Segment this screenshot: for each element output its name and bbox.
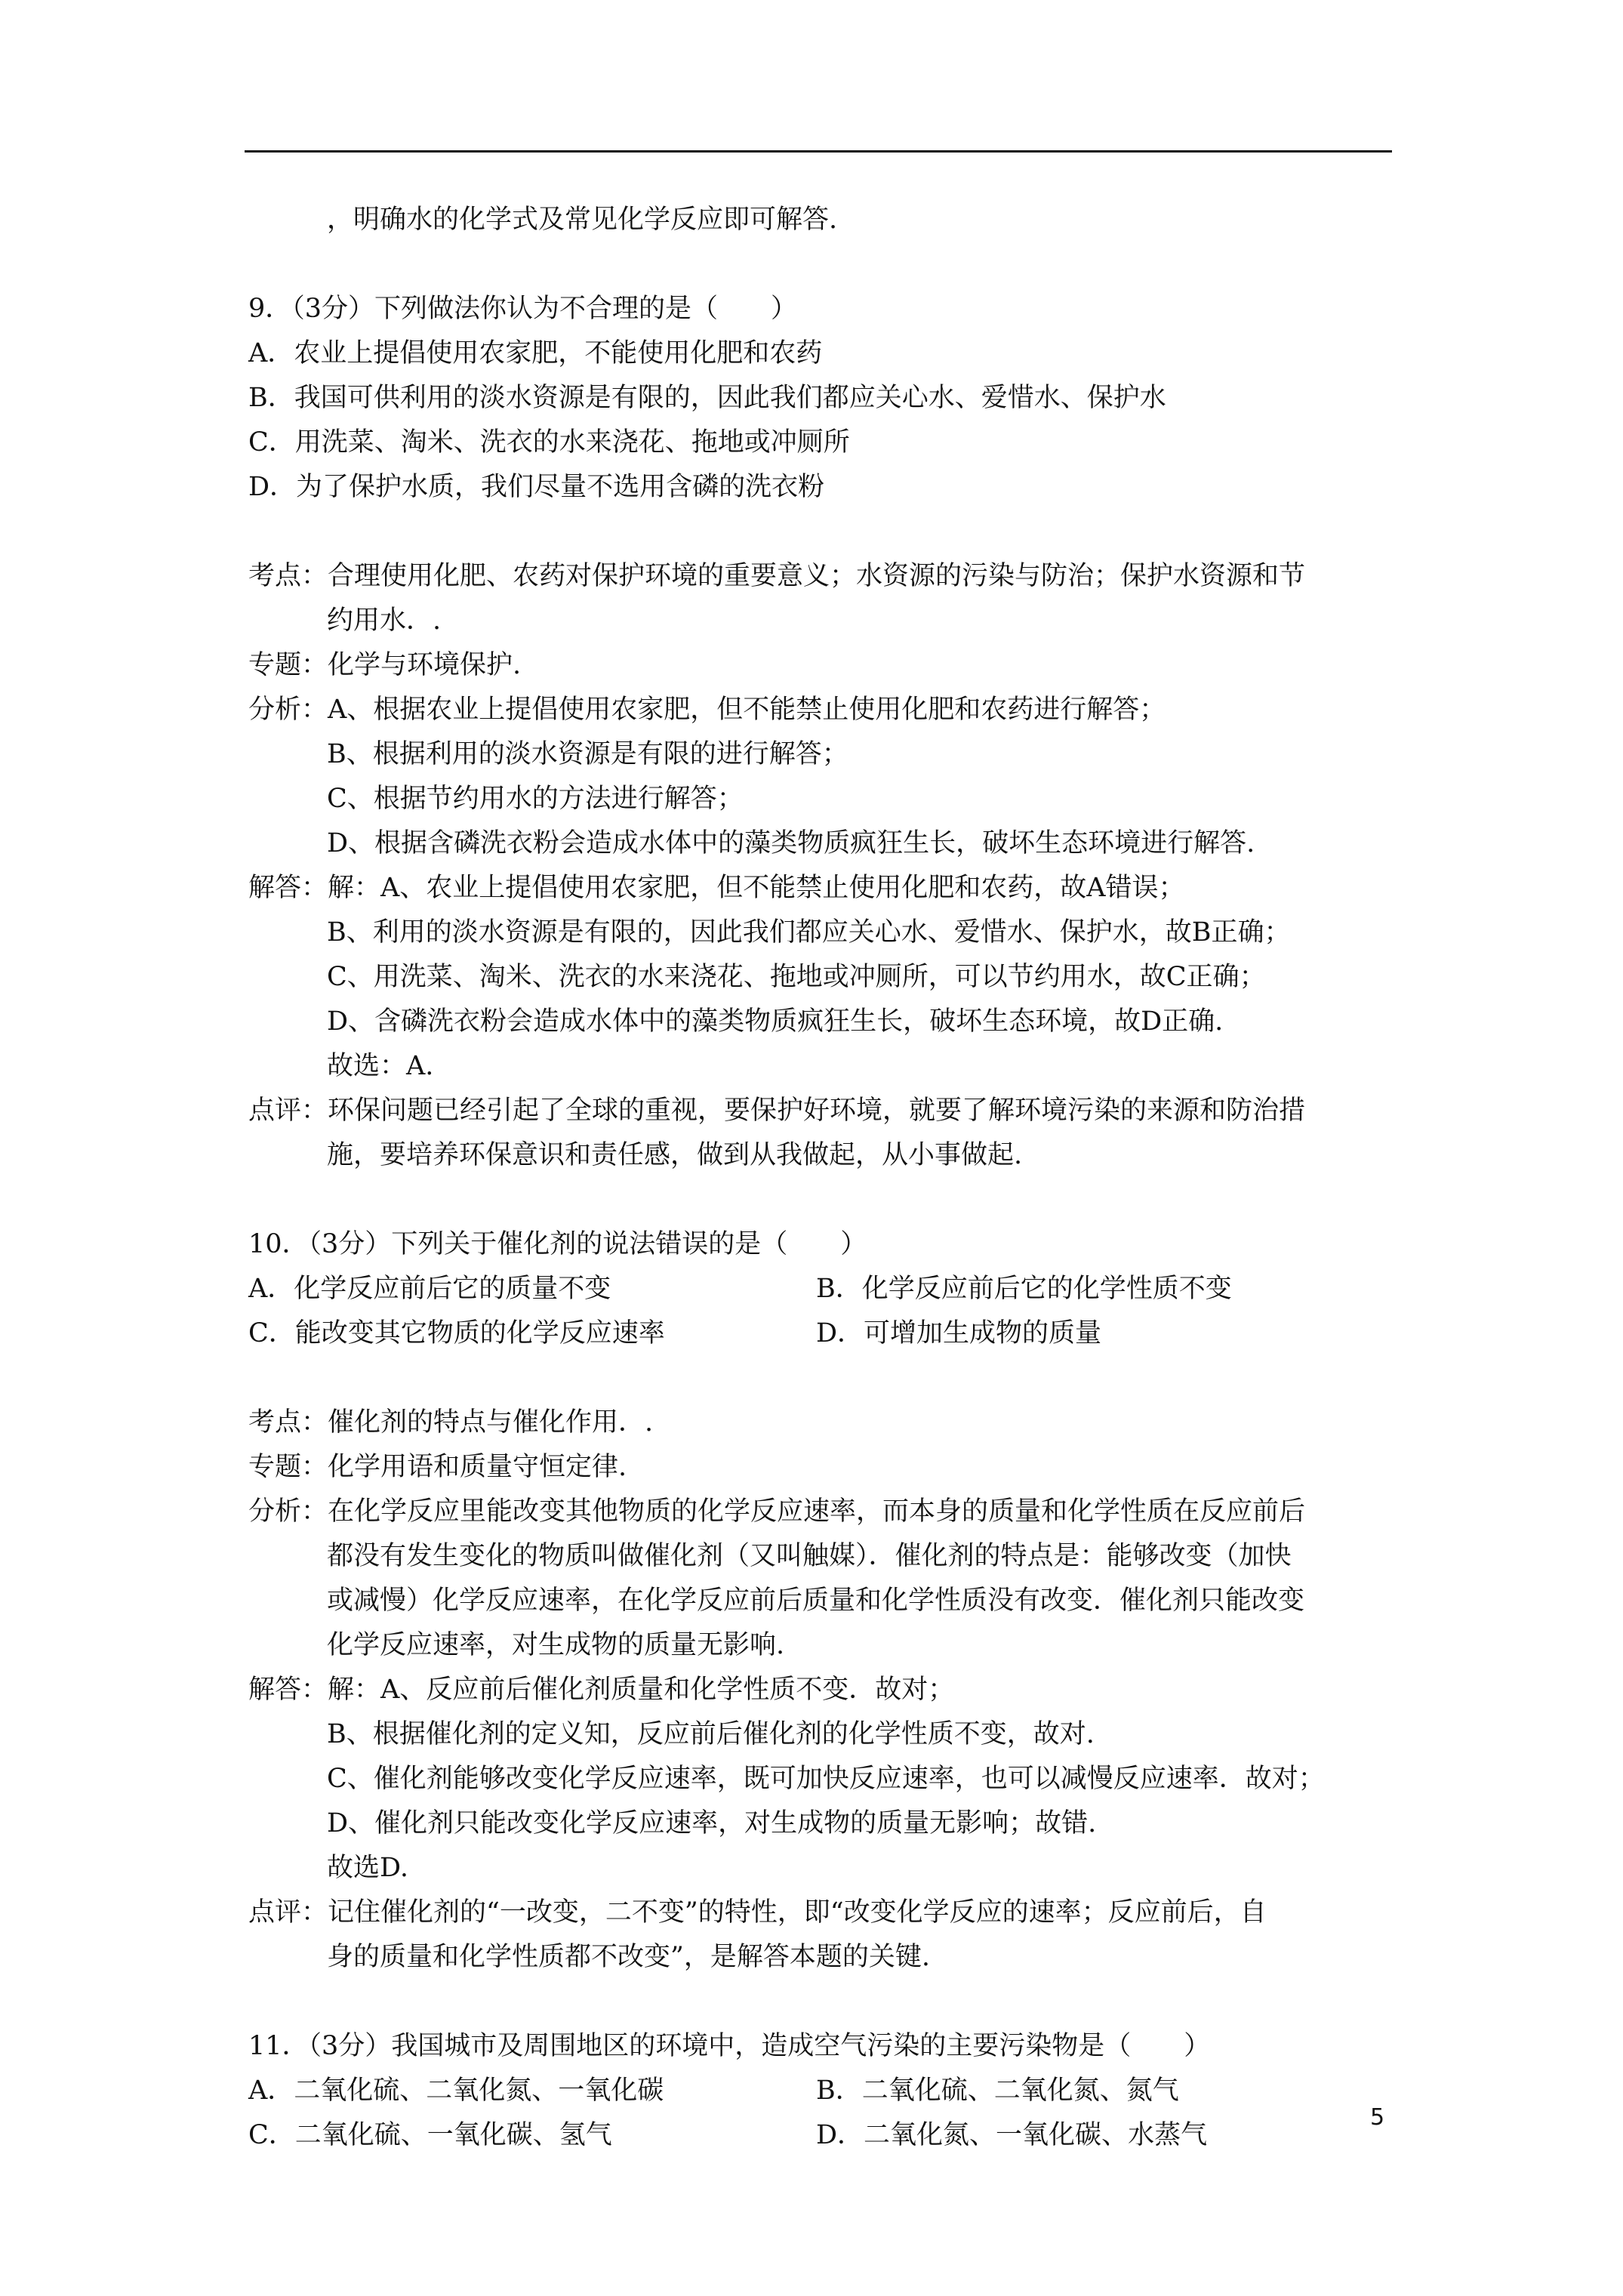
- q10-option-b: B．化学反应前后它的化学性质不变: [816, 1274, 1232, 1304]
- q9-jieda-c: C、用洗菜、淘米、洗衣的水来浇花、拖地或冲厕所，可以节约用水，故C正确；: [327, 962, 1266, 992]
- q11-options-row-1: [248, 2069, 1390, 2113]
- q10-jieda-b: B、根据催化剂的定义知，反应前后催化剂的化学性质不变，故对.: [327, 1719, 1095, 1749]
- q9-option-c: C．用洗菜、淘米、洗衣的水来浇花、拖地或冲厕所: [248, 427, 850, 458]
- q9-fenxi-d: D、根据含磷洗衣粉会造成水体中的藻类物质疯狂生长，破坏生态环境进行解答.: [327, 828, 1255, 858]
- q9-option-a: A．农业上提倡使用农家肥，不能使用化肥和农药: [248, 338, 823, 368]
- q11-option-c: C．二氧化硫、一氧化碳、氢气: [248, 2120, 612, 2150]
- q10-jieda-d: D、催化剂只能改变化学反应速率，对生成物的质量无影响；故错.: [327, 1808, 1097, 1838]
- q9-dianping: 点评：环保问题已经引起了全球的重视，要保护好环境，就要了解环境污染的来源和防治措: [248, 1096, 1306, 1126]
- q11-options-row-2: [248, 2113, 1390, 2158]
- q11-option-d: D．二氧化氮、一氧化碳、水蒸气: [816, 2120, 1208, 2150]
- q10-answer: 故选D.: [327, 1853, 408, 1883]
- q10-option-c: C．能改变其它物质的化学反应速率: [248, 1318, 665, 1348]
- q11-option-a: A．二氧化硫、二氧化氮、一氧化碳: [248, 2076, 664, 2106]
- q9-zhuanti: 专题：化学与环境保护.: [248, 650, 522, 680]
- q10-dianping: 点评：记住催化剂的“一改变，二不变”的特性，即“改变化学反应的速率；反应前后，自: [248, 1897, 1267, 1928]
- q9-option-d: D．为了保护水质，我们尽量不选用含磷的洗衣粉: [248, 472, 825, 502]
- q11-stem: 11．（3分）我国城市及周围地区的环境中，造成空气污染的主要污染物是（ ）: [248, 2031, 1211, 2061]
- q10-dianping-cont: 身的质量和化学性质都不改变”，是解答本题的关键.: [327, 1942, 931, 1972]
- page-number: 5: [1370, 2104, 1385, 2131]
- q10-fenxi-2: 都没有发生变化的物质叫做催化剂（又叫触媒）．催化剂的特点是：能够改变（加快: [327, 1541, 1292, 1571]
- q9-fenxi-b: B、根据利用的淡水资源是有限的进行解答；: [327, 739, 848, 769]
- q11-option-b: B．二氧化硫、二氧化氮、氮气: [816, 2076, 1179, 2106]
- q10-zhuanti: 专题：化学用语和质量守恒定律.: [248, 1452, 627, 1482]
- q10-fenxi-4: 化学反应速率，对生成物的质量无影响.: [327, 1630, 785, 1660]
- q10-fenxi: 分析：在化学反应里能改变其他物质的化学反应速率，而本身的质量和化学性质在反应前后: [248, 1496, 1306, 1527]
- q10-option-a: A．化学反应前后它的质量不变: [248, 1274, 611, 1304]
- q9-kaodian: 考点：合理使用化肥、农药对保护环境的重要意义；水资源的污染与防治；保护水资源和节: [248, 561, 1306, 591]
- q10-option-d: D．可增加生成物的质量: [816, 1318, 1102, 1348]
- q9-dianping-cont: 施，要培养环保意识和责任感，做到从我做起，从小事做起.: [327, 1140, 1023, 1170]
- q9-stem: 9．（3分）下列做法你认为不合理的是（ ）: [248, 294, 798, 324]
- q9-answer: 故选：A.: [327, 1051, 434, 1081]
- q9-jieda-d: D、含磷洗衣粉会造成水体中的藻类物质疯狂生长，破坏生态环境，故D正确.: [327, 1006, 1224, 1037]
- q9-option-b: B．我国可供利用的淡水资源是有限的，因此我们都应关心水、爱惜水、保护水: [248, 383, 1166, 413]
- q9-fenxi-c: C、根据节约用水的方法进行解答；: [327, 784, 744, 814]
- q9-kaodian-cont: 约用水．.: [327, 606, 442, 636]
- q9-jieda: 解答：解：A、农业上提倡使用农家肥，但不能禁止使用化肥和农药，故A错误；: [248, 873, 1185, 903]
- q10-jieda-c: C、催化剂能够改变化学反应速率，既可加快反应速率，也可以减慢反应速率．故对；: [327, 1764, 1325, 1794]
- header-rule: [245, 150, 1392, 153]
- document-body: [248, 198, 1390, 2158]
- q10-fenxi-3: 或减慢）化学反应速率，在化学反应前后质量和化学性质没有改变．催化剂只能改变: [327, 1586, 1305, 1616]
- q9-jieda-b: B、利用的淡水资源是有限的，因此我们都应关心水、爱惜水、保护水，故B正确；: [327, 917, 1291, 948]
- previous-answer-tail: ，明确水的化学式及常见化学反应即可解答.: [327, 205, 838, 235]
- q10-stem: 10．（3分）下列关于催化剂的说法错误的是（ ）: [248, 1229, 867, 1259]
- q10-options-row-2: [248, 1311, 1390, 1356]
- q9-fenxi: 分析：A、根据农业上提倡使用农家肥，但不能禁止使用化肥和农药进行解答；: [248, 695, 1166, 725]
- q10-jieda: 解答：解：A、反应前后催化剂质量和化学性质不变．故对；: [248, 1675, 955, 1705]
- q10-options-row-1: [248, 1267, 1390, 1311]
- q10-kaodian: 考点：催化剂的特点与催化作用．.: [248, 1407, 654, 1438]
